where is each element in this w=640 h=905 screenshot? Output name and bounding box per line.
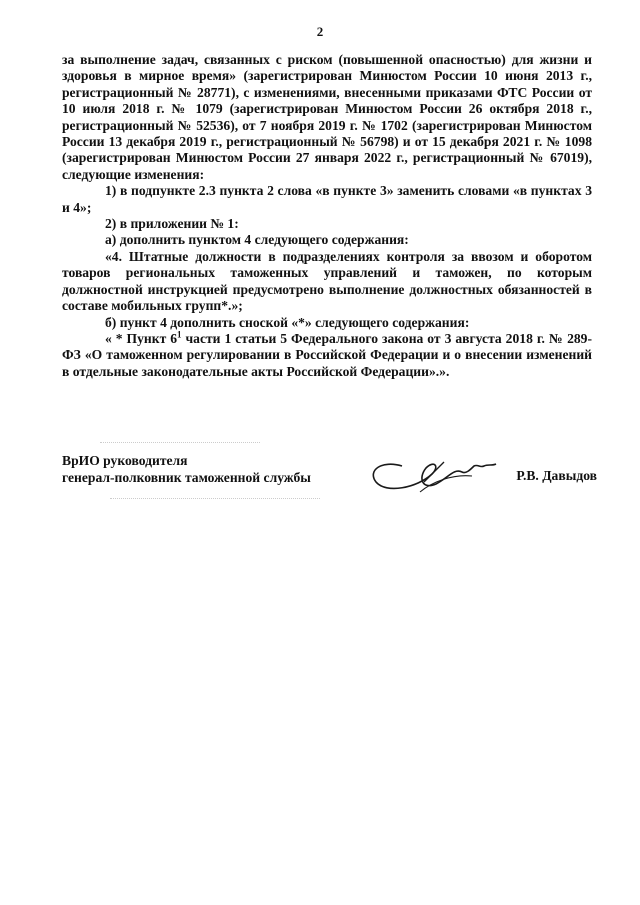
handwritten-signature: [362, 452, 502, 502]
signer-position: ВрИО руководителя: [62, 453, 188, 468]
paragraph-item-b: б) пункт 4 дополнить сноской «*» следующего содержания:: [105, 314, 470, 330]
page-number: 2: [316, 24, 324, 39]
faint-stamp-line: [100, 442, 260, 444]
signer-rank: генерал-полковник таможенной службы: [62, 470, 311, 485]
paragraph-point-4: «4. Штатные должности в подразделениях контроля за ввозом и оборотом товаров региональных таможенных управлений и таможен, по которым должностной инструкцией предусмотрено выполнение должностных обязанностей в составе мобильных групп*.»;: [62, 248, 592, 314]
paragraph-footnote: [62, 331, 592, 380]
signature-block: [62, 452, 597, 512]
document-body: [62, 52, 592, 380]
footnote-text-end: части 1 статьи 5 Федерального закона от 3 августа 2018 г. № 289-ФЗ «О таможенном регулировании в Российской Федерации и о внесении изменений в отдельные законодательные акты Российской Федерации».».: [62, 330, 592, 379]
paragraph-item-2: 2) в приложении № 1:: [105, 216, 239, 232]
paragraph-intro: за выполнение задач, связанных с риском (повышенной опасностью) для жизни и здоровья в мирное время» (зарегистрирован Минюстом России 10 июня 2013 г., регистрационный № 28771), с изменениями, внесенными приказами ФТС России от 10 июля 2018 г. № 1079 (зарегистрирован Минюстом России 26 октября 2018 г., регистрационный № 52536), от 7 ноября 2019 г. № 1702 (зарегистрирован Минюстом России 13 декабря 2019 г., регистрационный № 56798) и от 15 декабря 2021 г. № 1098 (зарегистрирован Минюстом России 27 января 2022 г., регистрационный № 67019), следующие изменения:: [62, 52, 592, 182]
footnote-text-start: « * Пункт 6: [105, 330, 178, 346]
paragraph-item-1: 1) в подпункте 2.3 пункта 2 слова «в пункте 3» заменить словами «в пунктах 3 и 4»;: [62, 183, 592, 215]
paragraph-item-a: а) дополнить пунктом 4 следующего содержания:: [105, 232, 409, 248]
footnote-superscript: 1: [177, 329, 182, 340]
signer-name: Р.В. Давыдов: [516, 468, 597, 483]
